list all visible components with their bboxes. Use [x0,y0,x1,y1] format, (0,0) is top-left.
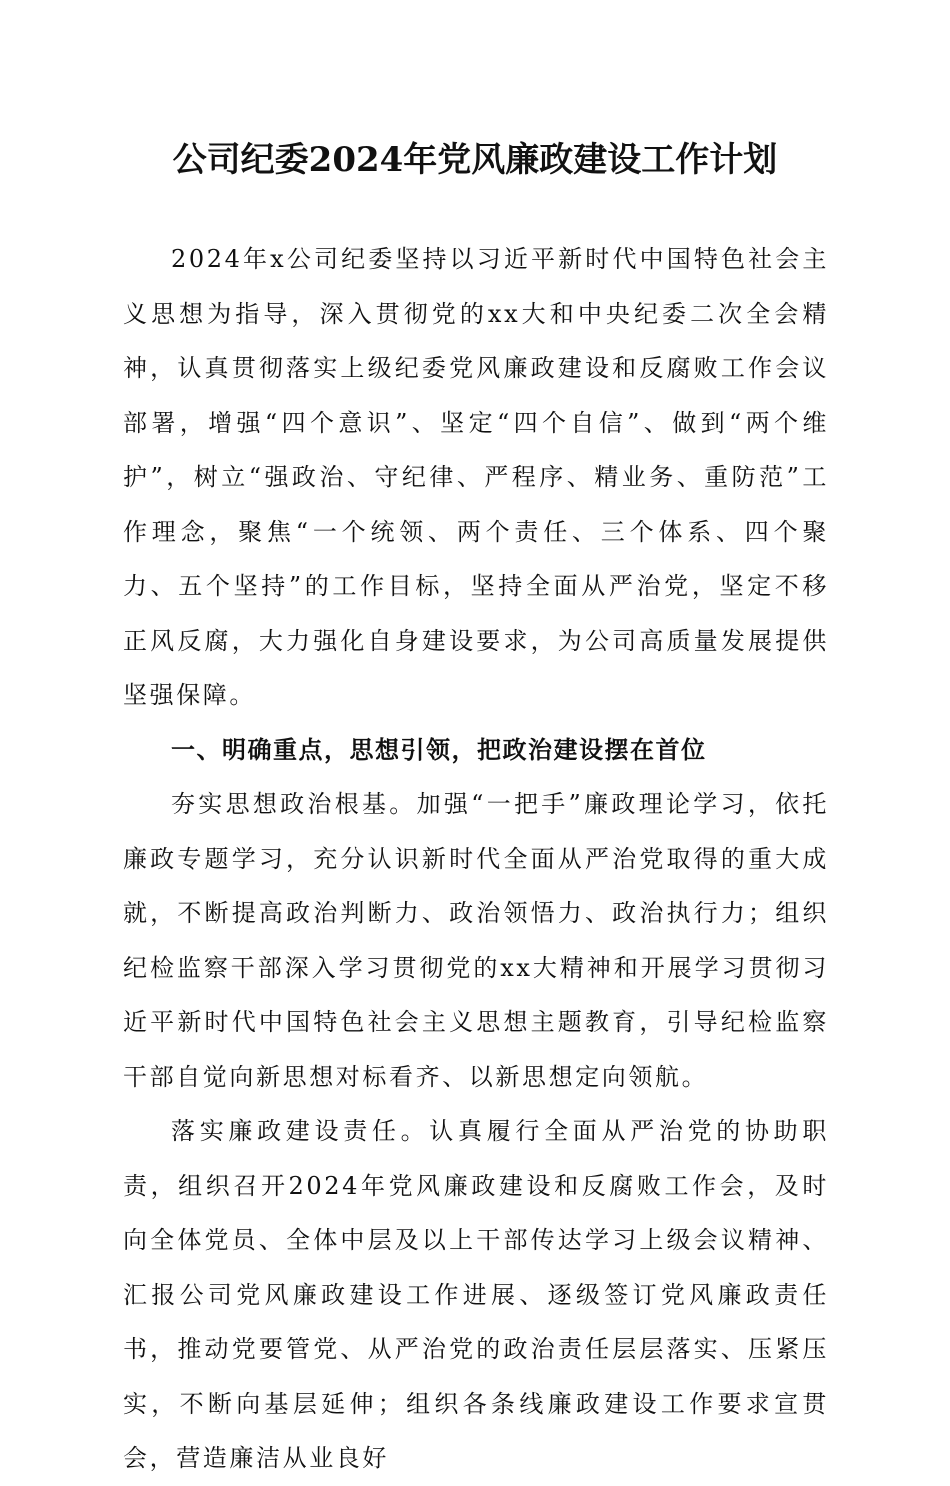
paragraph-political-foundation: 夯实思想政治根基。加强“一把手”廉政理论学习，依托廉政专题学习，充分认识新时代全面从严治党取得的重大成就，不断提高政治判断力、政治领悟力、政治执行力；组织纪检监察干部深入学习贯彻党的xx大精神和开展学习贯彻习近平新时代中国特色社会主义思想主题教育，引导纪检监察干部自觉向新思想对标看齐、以新思想定向领航。 [123,790,829,1091]
section-heading-1: 一、明确重点，思想引领，把政治建设摆在首位 [171,735,707,764]
document-body [123,232,829,1486]
intro-paragraph: 2024年x公司纪委坚持以习近平新时代中国特色社会主义思想为指导，深入贯彻党的xx大和中央纪委二次全会精神，认真贯彻落实上级纪委党风廉政建设和反腐败工作会议部署，增强“四个意识”、坚定“四个自信”、做到“两个维护”，树立“强政治、守纪律、严程序、精业务、重防范”工作理念，聚焦“一个统领、两个责任、三个体系、四个聚力、五个坚持”的工作目标，坚持全面从严治党，坚定不移正风反腐，大力强化自身建设要求，为公司高质量发展提供坚强保障。 [123,245,829,709]
document-title: 公司纪委2024年党风廉政建设工作计划 [172,140,778,180]
paragraph-integrity-responsibility: 落实廉政建设责任。认真履行全面从严治党的协助职责，组织召开2024年党风廉政建设和反腐败工作会，及时向全体党员、全体中层及以上干部传达学习上级会议精神、汇报公司党风廉政建设工作进展、逐级签订党风廉政责任书，推动党要管党、从严治党的政治责任层层落实、压紧压实，不断向基层延伸；组织各条线廉政建设工作要求宣贯会，营造廉洁从业良好 [123,1117,829,1472]
